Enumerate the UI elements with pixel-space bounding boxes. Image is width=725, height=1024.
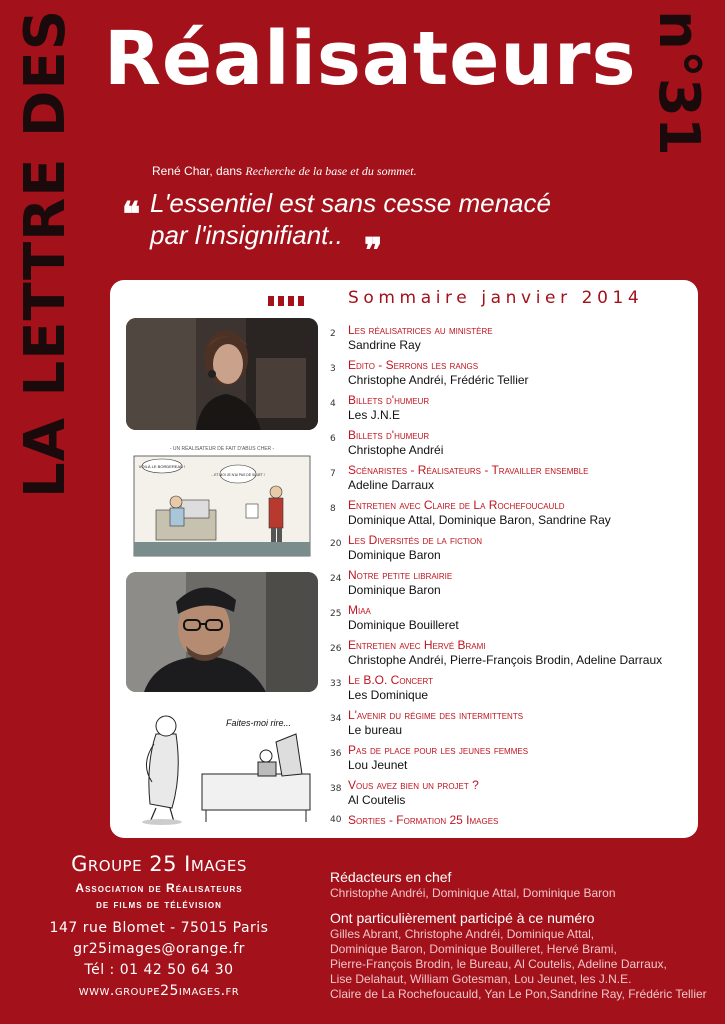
contributors-line: Lise Delahaut, William Gotesman, Lou Jeunet, les J.N.E. — [330, 972, 632, 986]
toc-entry[interactable] — [330, 358, 690, 393]
comic-caption: - UN RÉALISATEUR DE FAIT D'ABUS CHER - — [169, 446, 275, 452]
toc-page-number: 26 — [330, 644, 342, 654]
toc-entry[interactable] — [330, 568, 690, 603]
editors-heading: Rédacteurs en chef — [330, 869, 452, 885]
toc-title: Le B.O. Concert — [348, 673, 433, 687]
vertical-title: LA LETTRE DES — [13, 8, 78, 498]
toc-authors: Christophe Andréi — [348, 443, 444, 457]
toc-authors: Christophe Andréi, Pierre-François Brodin, Adeline Darraux — [348, 653, 663, 667]
toc-page-number: 7 — [330, 469, 336, 479]
toc-title: Les Diversités de la fiction — [348, 533, 483, 547]
toc-authors: Christophe Andréi, Frédéric Tellier — [348, 373, 529, 387]
close-quote-icon: ❞ — [364, 231, 383, 271]
email-link[interactable]: gr25images@orange.fr — [73, 941, 245, 957]
association-line-1: Association de Réalisateurs — [75, 881, 243, 895]
toc-entry[interactable] — [330, 708, 690, 743]
quote-author — [152, 164, 417, 179]
publisher-info — [34, 852, 284, 1002]
toc-page-number: 6 — [330, 434, 336, 444]
toc-page-number: 3 — [330, 364, 336, 374]
photo-sandrine-ray — [126, 318, 318, 430]
comic-bubble-2: ...ET MOI JE N'AI PAS DE SUJET ! — [211, 473, 265, 477]
contributors-heading: Ont particulièrement participé à ce numéro — [330, 910, 595, 926]
toc-title: Vous avez bien un projet ? — [348, 778, 479, 792]
toc-entry[interactable] — [330, 743, 690, 778]
toc-authors: Dominique Attal, Dominique Baron, Sandrine Ray — [348, 513, 611, 527]
contributors-line: Gilles Abrant, Christophe Andréi, Dominique Attal, — [330, 927, 595, 941]
open-quote-icon: ❝ — [122, 195, 141, 235]
toc-page-number: 8 — [330, 504, 336, 514]
page-title: Réalisateurs — [104, 16, 637, 102]
toc-page-number: 25 — [330, 609, 342, 619]
toc-entry[interactable] — [330, 813, 690, 833]
toc-title: Billets d'humeur — [348, 428, 430, 442]
toc-entry[interactable] — [330, 533, 690, 568]
toc-title: Entretien avec Hervé Brami — [348, 638, 486, 652]
toc-entry[interactable] — [330, 428, 690, 463]
toc-title: Pas de place pour les jeunes femmes — [348, 743, 529, 757]
association-line-2: de films de télévision — [96, 897, 222, 911]
toc-authors: Les Dominique — [348, 688, 429, 702]
toc-entry[interactable] — [330, 498, 690, 533]
photo-herve-brami — [126, 572, 318, 692]
toc-authors: Dominique Baron — [348, 583, 441, 597]
address: 147 rue Blomet - 75015 Paris — [49, 920, 269, 936]
contributors-line: Claire de La Rochefoucauld, Yan Le Pon,Sandrine Ray, Frédéric Tellier — [330, 987, 707, 1001]
toc-title: Sorties - Formation 25 Images — [348, 813, 499, 827]
comic-bubble-1: VOILÀ LE BORDEREAU ! — [138, 464, 186, 469]
quote-author-name: René Char, dans — [152, 164, 246, 178]
toc-title: Miaa — [348, 603, 371, 617]
quote-work: Recherche de la base et du sommet. — [245, 164, 417, 178]
toc-page-number: 34 — [330, 714, 342, 724]
toc-authors: Al Coutelis — [348, 793, 406, 807]
toc-authors: Dominique Bouilleret — [348, 618, 459, 632]
comic-strip-1 — [126, 440, 318, 560]
toc-entry[interactable] — [330, 638, 690, 673]
toc-authors: Sandrine Ray — [348, 338, 421, 352]
toc-title: Les réalisatrices au ministère — [348, 323, 493, 337]
toc-page-number: 2 — [330, 329, 336, 339]
editors-list: Christophe Andréi, Dominique Attal, Dominique Baron — [330, 886, 616, 900]
table-of-contents — [330, 323, 690, 833]
toc-entry[interactable] — [330, 323, 690, 358]
cartoon-caption: Faites-moi rire... — [226, 718, 292, 728]
toc-entry[interactable] — [330, 463, 690, 498]
toc-page-number: 33 — [330, 679, 342, 689]
toc-page-number: 40 — [330, 815, 342, 825]
toc-entry[interactable] — [330, 393, 690, 428]
toc-page-number: 24 — [330, 574, 342, 584]
summary-heading: Sommaire janvier 2014 — [348, 288, 644, 308]
toc-title: Billets d'humeur — [348, 393, 430, 407]
cartoon-faites-moi-rire — [126, 704, 318, 828]
decorative-bars — [268, 296, 304, 306]
toc-title: Edito - Serrons les rangs — [348, 358, 479, 372]
contributors-line: Dominique Baron, Dominique Bouilleret, Hervé Brami, — [330, 942, 617, 956]
group-name: Groupe 25 Images — [71, 852, 247, 876]
credits — [330, 868, 710, 1002]
phone: Tél : 01 42 50 64 30 — [84, 962, 234, 978]
toc-title: Entretien avec Claire de La Rochefoucauld — [348, 498, 565, 512]
toc-title: Notre petite librairie — [348, 568, 453, 582]
toc-page-number: 4 — [330, 399, 336, 409]
summary-panel — [110, 280, 698, 838]
toc-authors: Le bureau — [348, 723, 403, 737]
toc-page-number: 38 — [330, 784, 342, 794]
toc-title: Scénaristes - Réalisateurs - Travailler ensemble — [348, 463, 589, 477]
toc-authors: Les J.N.E — [348, 408, 401, 422]
toc-entry[interactable] — [330, 673, 690, 708]
quote-body: L'essentiel est sans cesse menacé par l'insignifiant.. — [150, 188, 551, 250]
toc-title: L'avenir du régime des intermittents — [348, 708, 524, 722]
toc-page-number: 36 — [330, 749, 342, 759]
toc-entry[interactable] — [330, 603, 690, 638]
website-link[interactable]: www.groupe25images.fr — [78, 983, 240, 999]
toc-page-number: 20 — [330, 539, 342, 549]
contributors-line: Pierre-François Brodin, le Bureau, Al Coutelis, Adeline Darraux, — [330, 957, 667, 971]
toc-authors: Adeline Darraux — [348, 478, 435, 492]
toc-entry[interactable] — [330, 778, 690, 813]
issue-number: n°31 — [646, 10, 711, 156]
toc-authors: Dominique Baron — [348, 548, 441, 562]
toc-authors: Lou Jeunet — [348, 758, 408, 772]
